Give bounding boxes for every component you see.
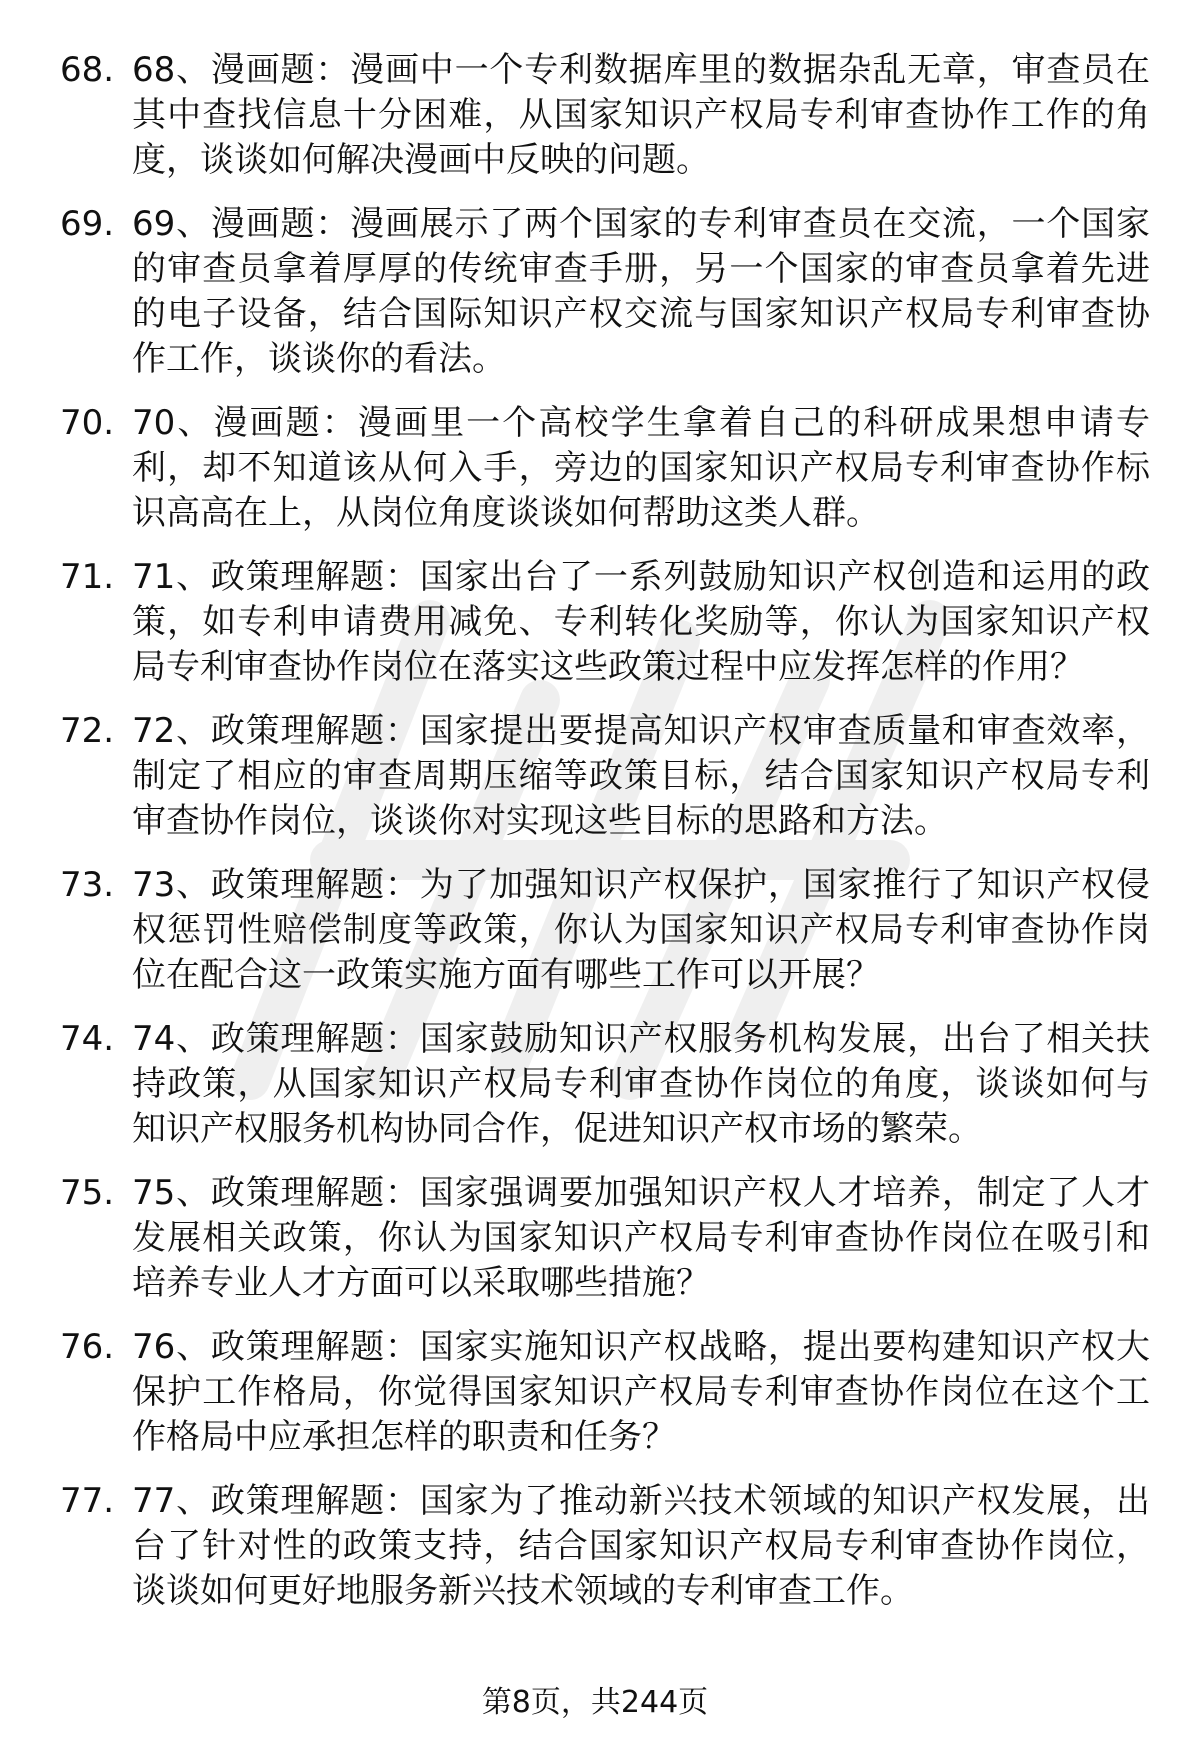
question-item bbox=[60, 401, 1150, 536]
question-item bbox=[60, 1479, 1150, 1614]
question-text: 73、政策理解题：为了加强知识产权保护，国家推行了知识产权侵权惩罚性赔偿制度等政策，你认为国家知识产权局专利审查协作岗位在配合这一政策实施方面有哪些工作可以开展？ bbox=[132, 865, 1150, 995]
question-number: 69. bbox=[60, 204, 115, 244]
question-text: 77、政策理解题：国家为了推动新兴技术领域的知识产权发展，出台了针对性的政策支持，结合国家知识产权局专利审查协作岗位，谈谈如何更好地服务新兴技术领域的专利审查工作。 bbox=[132, 1481, 1150, 1611]
question-text: 76、政策理解题：国家实施知识产权战略，提出要构建知识产权大保护工作格局，你觉得国家知识产权局专利审查协作岗位在这个工作格局中应承担怎样的职责和任务？ bbox=[132, 1327, 1150, 1457]
question-number: 74. bbox=[60, 1019, 115, 1059]
question-text: 74、政策理解题：国家鼓励知识产权服务机构发展，出台了相关扶持政策，从国家知识产权局专利审查协作岗位的角度，谈谈如何与知识产权服务机构协同合作，促进知识产权市场的繁荣。 bbox=[132, 1019, 1150, 1149]
question-item bbox=[60, 1171, 1150, 1306]
question-item bbox=[60, 555, 1150, 690]
question-item bbox=[60, 863, 1150, 998]
question-item bbox=[60, 709, 1150, 844]
question-item bbox=[60, 1325, 1150, 1460]
question-number: 71. bbox=[60, 557, 115, 597]
question-item bbox=[60, 48, 1150, 183]
question-text: 75、政策理解题：国家强调要加强知识产权人才培养，制定了人才发展相关政策，你认为国家知识产权局专利审查协作岗位在吸引和培养专业人才方面可以采取哪些措施？ bbox=[132, 1173, 1150, 1303]
question-text: 69、漫画题：漫画展示了两个国家的专利审查员在交流，一个国家的审查员拿着厚厚的传统审查手册，另一个国家的审查员拿着先进的电子设备，结合国际知识产权交流与国家知识产权局专利审查协作工作，谈谈你的看法。 bbox=[132, 204, 1150, 379]
question-text: 72、政策理解题：国家提出要提高知识产权审查质量和审查效率，制定了相应的审查周期压缩等政策目标，结合国家知识产权局专利审查协作岗位，谈谈你对实现这些目标的思路和方法。 bbox=[132, 711, 1150, 841]
question-number: 77. bbox=[60, 1481, 115, 1521]
question-text: 68、漫画题：漫画中一个专利数据库里的数据杂乱无章，审查员在其中查找信息十分困难，从国家知识产权局专利审查协作工作的角度，谈谈如何解决漫画中反映的问题。 bbox=[132, 50, 1150, 180]
page-footer bbox=[0, 1683, 1190, 1723]
question-number: 68. bbox=[60, 50, 115, 90]
question-text: 71、政策理解题：国家出台了一系列鼓励知识产权创造和运用的政策，如专利申请费用减免、专利转化奖励等，你认为国家知识产权局专利审查协作岗位在落实这些政策过程中应发挥怎样的作用？ bbox=[132, 557, 1150, 687]
question-number: 75. bbox=[60, 1173, 115, 1213]
question-number: 73. bbox=[60, 865, 115, 905]
question-item bbox=[60, 1017, 1150, 1152]
question-list bbox=[60, 48, 1150, 1633]
question-text: 70、漫画题：漫画里一个高校学生拿着自己的科研成果想申请专利，却不知道该从何入手，旁边的国家知识产权局专利审查协作标识高高在上，从岗位角度谈谈如何帮助这类人群。 bbox=[132, 403, 1150, 533]
question-number: 70. bbox=[60, 403, 115, 443]
question-item bbox=[60, 202, 1150, 382]
page-number-label: 第8页，共244页 bbox=[481, 1685, 709, 1720]
question-number: 76. bbox=[60, 1327, 115, 1367]
question-number: 72. bbox=[60, 711, 115, 751]
